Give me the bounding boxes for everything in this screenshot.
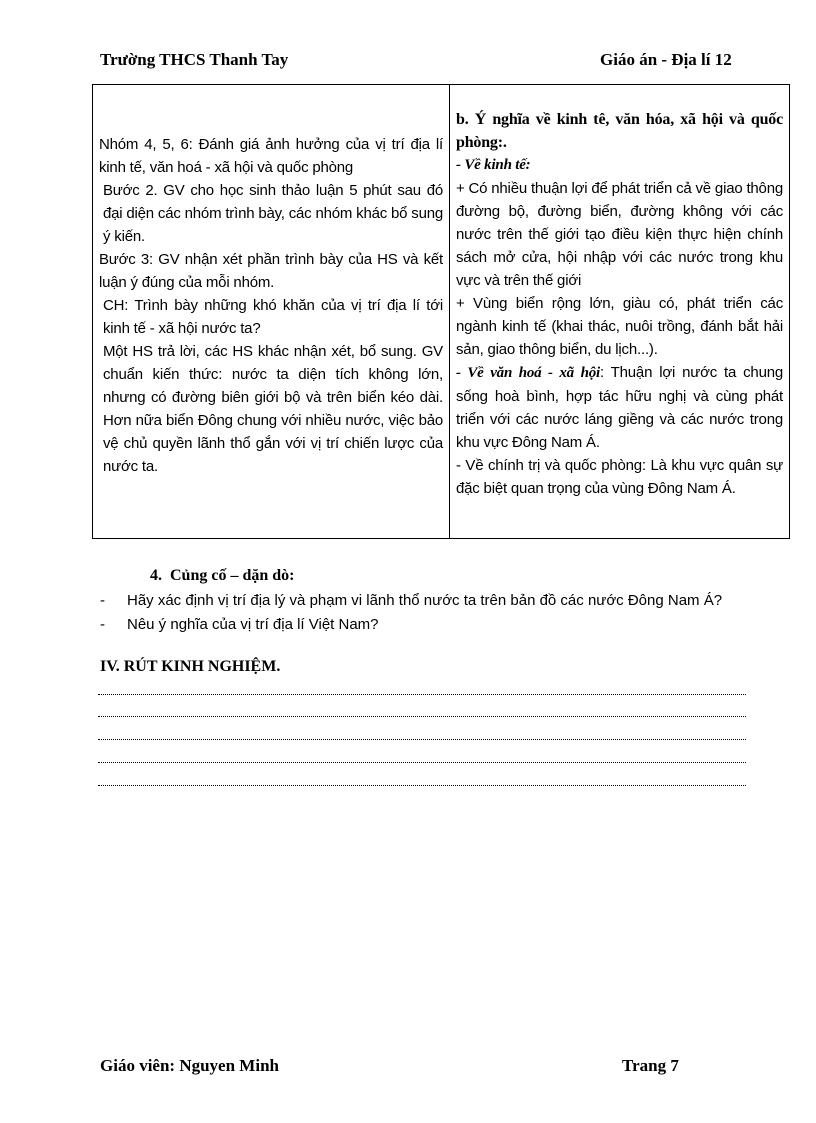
table-right-column xyxy=(450,85,789,538)
list-item: - Hãy xác định vị trí địa lý và phạm vi lãnh thổ nước ta trên bản đồ các nước Đông Nam Á? xyxy=(100,592,723,609)
economy-paragraph: + Vùng biển rộng lớn, giàu có, phát triển các ngành kinh tế (khai thác, nuôi trồng, đánh bắt hải sản, giao thông biển, du lịch...). xyxy=(456,295,783,358)
table-left-column xyxy=(93,85,450,538)
economy-label: - Về kinh tế: xyxy=(456,157,531,173)
economy-paragraph: + Có nhiều thuận lợi để phát triển cả về giao thông đường bộ, đường biển, đường không với các nước trên thế giới tạo điều kiện thực hiện chính sách mở cửa, hội nhập với các nước trong khu vực và trên thế giới xyxy=(456,180,783,289)
dotted-line xyxy=(98,785,746,786)
left-paragraph: Bước 2. GV cho học sinh thảo luận 5 phút sau đó đại diện các nhóm trình bày, các nhóm khác bổ sung ý kiến. xyxy=(103,182,443,245)
dotted-line xyxy=(98,762,746,763)
left-paragraph: Một HS trả lời, các HS khác nhận xét, bổ sung. GV chuẩn kiến thức: nước ta diện tích không lớn, nhưng có đường biên giới bộ và trên biển kéo dài. Hơn nữa biển Đông chung với nhiều nước, việc bảo vệ chủ quyền lãnh thổ gắn với vị trí chiến lược của nước ta. xyxy=(103,343,443,475)
defense-paragraph: - Về chính trị và quốc phòng: Là khu vực quân sự đặc biệt quan trọng của vùng Đông Nam Á. xyxy=(456,457,783,497)
section-4-title xyxy=(150,567,294,585)
section-4-number: 4. xyxy=(150,567,162,584)
section-4-label: Củng cố – dặn dò: xyxy=(170,567,295,584)
culture-text: : Thuận lợi nước ta chung sống hoà bình, hợp tác hữu nghị và cùng phát triển với các nước láng giềng và các nước trong khu vực Đông Nam Á. xyxy=(456,364,783,451)
lesson-table xyxy=(92,84,790,539)
left-paragraph: Bước 3: GV nhận xét phần trình bày của HS và kết luận ý đúng của mỗi nhóm. xyxy=(99,251,443,291)
left-paragraph: CH: Trình bày những khó khăn của vị trí địa lí tới kinh tế - xã hội nước ta? xyxy=(103,297,443,337)
dotted-line xyxy=(98,739,746,740)
header-school: Trường THCS Thanh Tay xyxy=(100,50,289,69)
left-paragraph: Nhóm 4, 5, 6: Đánh giá ảnh hưởng của vị trí địa lí kinh tế, văn hoá - xã hội và quốc phòng xyxy=(99,136,443,176)
list-item: - Nêu ý nghĩa của vị trí địa lí Việt Nam? xyxy=(100,616,379,633)
header-subject: Giáo án - Địa lí 12 xyxy=(600,50,732,69)
meaning-heading: b. Ý nghĩa về kinh tê, văn hóa, xã hội và quốc phòng:. xyxy=(456,111,783,151)
footer-teacher: Giáo viên: Nguyen Minh xyxy=(100,1056,279,1075)
section-4-bullets xyxy=(100,590,770,638)
culture-paragraph xyxy=(456,361,783,454)
dotted-line xyxy=(98,694,746,695)
culture-label: - Về văn hoá - xã hội xyxy=(456,365,600,381)
footer-page-number: Trang 7 xyxy=(622,1056,679,1075)
section-iv-title: IV. RÚT KINH NGHIỆM. xyxy=(100,658,281,675)
dotted-line xyxy=(98,716,746,717)
